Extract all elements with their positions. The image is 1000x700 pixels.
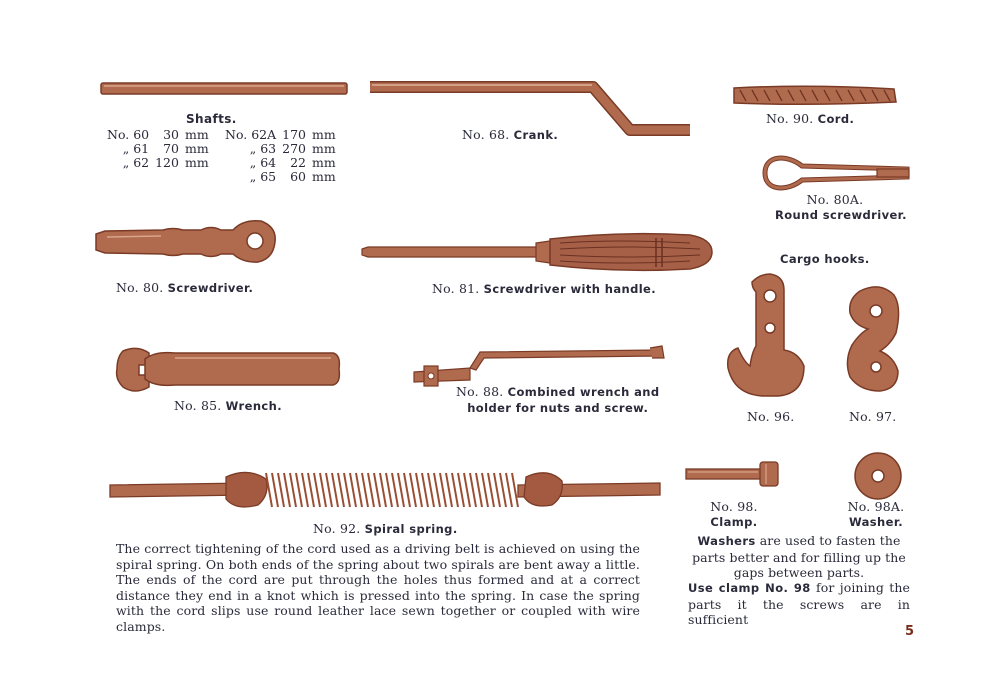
wrench-name: Wrench. xyxy=(225,399,282,413)
washer-number: No. 98A. xyxy=(847,499,905,514)
clamp-bold: Use clamp No. 98 xyxy=(688,581,811,595)
hook-96-illustration xyxy=(722,272,812,400)
washers-paragraph xyxy=(688,533,910,581)
screwdriver-caption xyxy=(116,280,253,295)
shaft-no: No. 62A xyxy=(225,127,277,142)
shaft-no: „ 65 xyxy=(249,169,277,184)
cargo-hooks-title: Cargo hooks. xyxy=(780,252,870,266)
shaft-length: 120 xyxy=(155,155,179,170)
screwdriver-handle-name: Screwdriver with handle. xyxy=(483,282,657,296)
table-row xyxy=(104,128,212,142)
combined-wrench-number: No. 88. xyxy=(456,384,504,399)
shaft-length: 30 xyxy=(163,127,179,142)
hook-96-caption: No. 96. xyxy=(747,409,795,424)
screwdriver-name: Screwdriver. xyxy=(167,281,254,295)
cord-caption xyxy=(766,111,854,126)
shaft-no: „ 62 xyxy=(122,155,150,170)
clamp-paragraph xyxy=(688,580,910,628)
screwdriver-handle-caption xyxy=(432,281,656,296)
crank-number: No. 68. xyxy=(462,127,510,142)
washer-illustration xyxy=(852,450,904,502)
washers-text: are used to fasten the parts better and for filling up the gaps between parts. xyxy=(692,533,906,580)
page-number: 5 xyxy=(905,624,915,639)
shaft-unit: mm xyxy=(184,141,209,156)
wrench-illustration xyxy=(115,345,345,395)
shaft-length: 70 xyxy=(163,141,179,156)
round-screwdriver-caption xyxy=(775,192,907,223)
shaft-no: No. 60 xyxy=(107,127,150,142)
cord-name: Cord. xyxy=(817,112,855,126)
cord-number: No. 90. xyxy=(766,111,814,126)
shaft-length: 170 xyxy=(282,127,306,142)
table-row xyxy=(222,128,339,142)
table-row xyxy=(222,142,339,156)
combined-wrench-caption xyxy=(456,384,659,416)
cord-illustration xyxy=(730,85,900,107)
hook-97-illustration xyxy=(840,285,905,395)
shaft-no: „ 61 xyxy=(122,141,150,156)
round-screwdriver-illustration xyxy=(757,152,917,194)
clamp-illustration xyxy=(684,460,784,490)
clamp-text: for joining the parts it the screws are in sufficient xyxy=(688,580,910,627)
spiral-spring-caption xyxy=(313,521,458,536)
combined-wrench-name-line2: holder for nuts and screw. xyxy=(467,401,649,415)
shafts-table-left xyxy=(104,128,212,170)
combined-wrench-name-line1: Combined wrench and xyxy=(507,385,660,399)
wrench-caption xyxy=(174,398,282,413)
shaft-unit: mm xyxy=(184,127,209,142)
screwdriver-illustration xyxy=(93,217,278,267)
shaft-illustration xyxy=(100,80,350,100)
crank-name: Crank. xyxy=(513,128,559,142)
screwdriver-number: No. 80. xyxy=(116,280,164,295)
round-screwdriver-number: No. 80A. xyxy=(806,192,864,207)
spiral-spring-paragraph: The correct tightening of the cord used as a driving belt is achieved on using the spiral spring. On both ends of the spring about two spirals are bent away a little. The ends of the cord are put through the holes thus formed and at a correct distance they end in a knot which is pressed into the spring. In case the spring with the cord slips use round leather lace sewn together or coupled with wire clamps. xyxy=(116,541,640,634)
shaft-unit: mm xyxy=(311,127,336,142)
hook-97-caption: No. 97. xyxy=(849,409,897,424)
shaft-unit: mm xyxy=(311,155,336,170)
shaft-unit: mm xyxy=(311,169,336,184)
spiral-spring-number: No. 92. xyxy=(313,521,361,536)
wrench-number: No. 85. xyxy=(174,398,222,413)
shaft-no: „ 64 xyxy=(249,155,277,170)
round-screwdriver-name: Round screwdriver. xyxy=(775,208,907,222)
spiral-spring-illustration xyxy=(108,465,663,515)
shaft-length: 22 xyxy=(290,155,306,170)
table-row xyxy=(104,156,212,170)
table-row xyxy=(222,156,339,170)
shaft-unit: mm xyxy=(311,141,336,156)
screwdriver-handle-number: No. 81. xyxy=(432,281,480,296)
shaft-unit: mm xyxy=(184,155,209,170)
shaft-length: 270 xyxy=(282,141,306,156)
washer-caption xyxy=(840,499,912,530)
shaft-length: 60 xyxy=(290,169,306,184)
screwdriver-handle-illustration xyxy=(360,233,715,273)
shafts-title: Shafts. xyxy=(186,112,237,126)
clamp-name: Clamp. xyxy=(710,515,758,529)
clamp-caption xyxy=(700,499,768,530)
washer-name: Washer. xyxy=(848,515,904,529)
crank-caption xyxy=(462,127,558,142)
table-row xyxy=(104,142,212,156)
washers-bold: Washers xyxy=(697,534,756,548)
shafts-table-right xyxy=(222,128,339,184)
table-row xyxy=(222,170,339,184)
shaft-no: „ 63 xyxy=(249,141,277,156)
spiral-spring-name: Spiral spring. xyxy=(364,522,458,536)
clamp-number: No. 98. xyxy=(710,499,758,514)
